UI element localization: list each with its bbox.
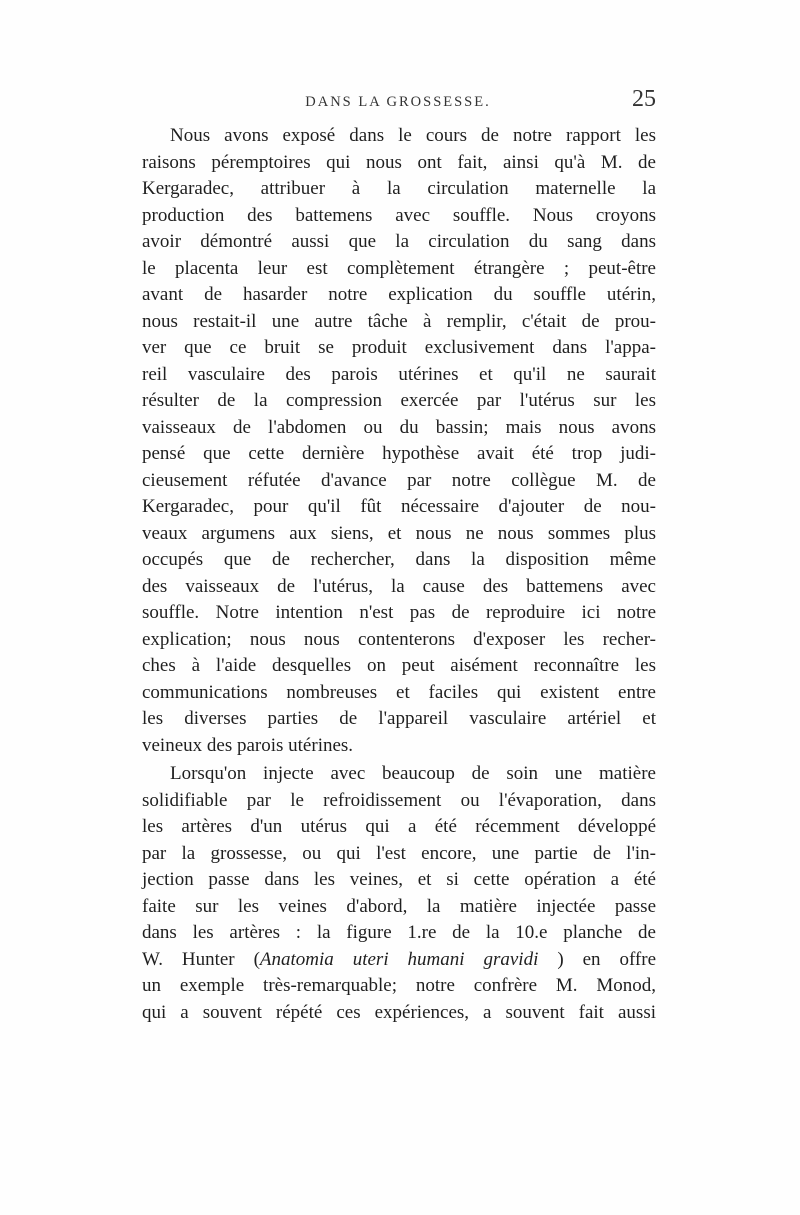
text-line: ver que ce bruit se produit exclusivement dans l'appa-	[142, 337, 656, 358]
text-fragment: ) en offre	[557, 948, 657, 970]
text-line: communications nombreuses et faciles qui existent entre	[142, 681, 656, 703]
text-line: nous restait-il une autre tâche à remplir, c'était de prou-	[142, 310, 656, 332]
text-line: occupés que de rechercher, dans la disposition même	[142, 549, 656, 570]
text-line: un exemple très-remarquable; notre confrère M. Monod,	[142, 975, 656, 996]
italic-title: Anatomia uteri humani gravidi	[259, 948, 539, 970]
text-line: le placenta leur est complètement étrangère ; peut-être	[142, 257, 656, 279]
text-line-hunter	[142, 947, 656, 974]
text-line: dans les artères : la figure 1.re de la 10.e planche de	[142, 922, 656, 943]
text-line: Kergaradec, attribuer à la circulation maternelle la	[142, 178, 656, 199]
text-line: veineux des parois utérines.	[142, 734, 354, 756]
text-line: solidifiable par le refroidissement ou l'évaporation, dans	[142, 789, 656, 811]
page-header	[140, 86, 656, 112]
text-line: avoir démontré aussi que la circulation du sang dans	[142, 231, 656, 252]
text-line: Lorsqu'on injecte avec beaucoup de soin une matière	[170, 763, 656, 784]
text-line: par la grossesse, ou qui l'est encore, une partie de l'in-	[142, 842, 656, 864]
text-line: raisons péremptoires qui nous ont fait, ainsi qu'à M. de	[142, 151, 656, 173]
text-line: Nous avons exposé dans le cours de notre rapport les	[170, 125, 656, 146]
text-line: reil vasculaire des parois utérines et qu'il ne saurait	[142, 363, 656, 385]
text-line: les artères d'un utérus qui a été récemment développé	[142, 816, 656, 837]
page-number: 25	[632, 86, 656, 112]
text-line: explication; nous nous contenterons d'exposer les recher-	[142, 628, 656, 650]
text-line: veaux argumens aux siens, et nous ne nous sommes plus	[142, 522, 656, 544]
text-line: des vaisseaux de l'utérus, la cause des battemens avec	[142, 575, 656, 597]
running-head: DANS LA GROSSESSE.	[305, 94, 491, 110]
paragraph-1	[142, 123, 656, 759]
text-line: cieusement réfutée d'avance par notre collègue M. de	[142, 469, 656, 491]
paragraph-2	[142, 761, 656, 1026]
text-line: avant de hasarder notre explication du souffle utérin,	[142, 284, 656, 305]
text-line: Kergaradec, pour qu'il fût nécessaire d'ajouter de nou-	[142, 496, 656, 517]
text-fragment: W. Hunter (	[142, 948, 260, 970]
text-line: résulter de la compression exercée par l'utérus sur les	[142, 390, 656, 411]
text-line: les diverses parties de l'appareil vasculaire artériel et	[142, 708, 656, 729]
text-line: jection passe dans les veines, et si cette opération a été	[142, 869, 656, 890]
text-line: vaisseaux de l'abdomen ou du bassin; mais nous avons	[142, 416, 656, 438]
body-text	[142, 123, 656, 1026]
text-line: production des battemens avec souffle. Nous croyons	[142, 204, 656, 226]
text-line: souffle. Notre intention n'est pas de reproduire ici notre	[142, 602, 656, 623]
text-line: ches à l'aide desquelles on peut aisément reconnaître les	[142, 655, 656, 676]
text-line: qui a souvent répété ces expériences, a souvent fait aussi	[142, 1001, 656, 1023]
text-line: pensé que cette dernière hypothèse avait été trop judi-	[142, 443, 656, 464]
text-line: faite sur les veines d'abord, la matière injectée passe	[142, 895, 656, 917]
